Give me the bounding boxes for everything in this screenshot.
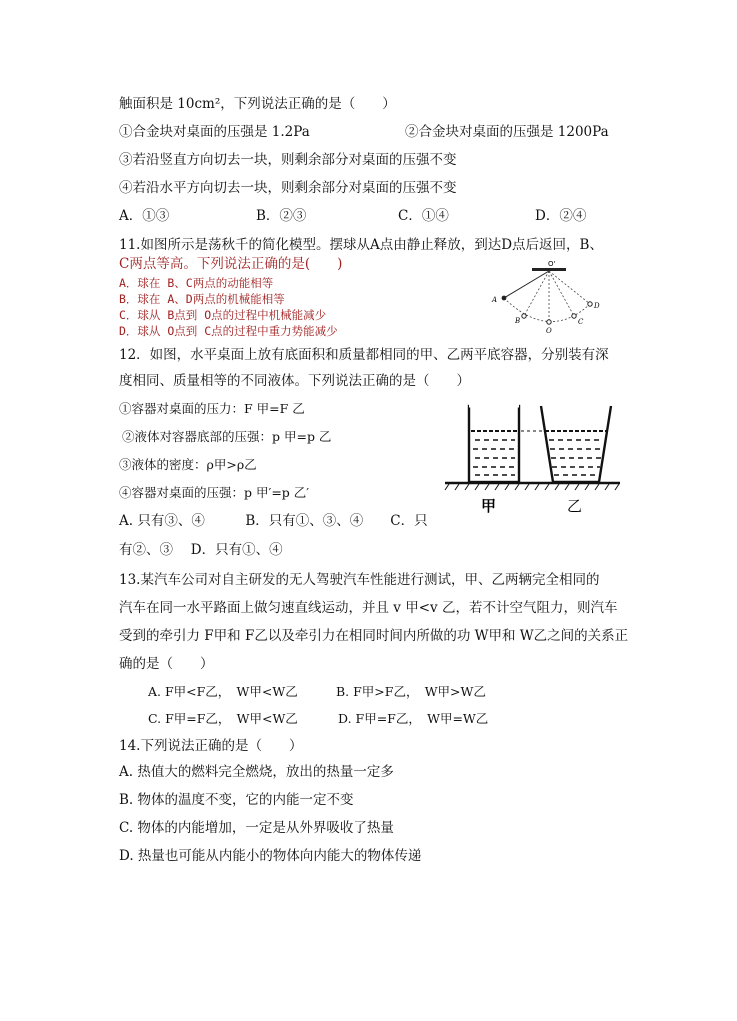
q14-stem: 14.下列说法正确的是（ ） xyxy=(119,738,303,754)
q13-option-d: D. F甲=F乙， W甲=W乙 xyxy=(338,711,489,726)
q13-stem-line-1: 13.某汽车公司对自主研发的无人驾驶汽车性能进行测试，甲、乙两辆完全相同的 xyxy=(119,572,600,588)
q12-options-line-2: 有②、③ D．只有①、④ xyxy=(119,542,283,558)
swing-diagram xyxy=(488,260,612,336)
point-b-label: B xyxy=(515,317,521,325)
q13-stem-line-4: 确的是（ ） xyxy=(119,656,214,672)
q13-option-c: C. F甲=F乙， W甲<W乙 xyxy=(148,711,298,726)
q12-statement-4: ④容器对桌面的压强：p 甲′=p 乙′ xyxy=(119,485,310,500)
q12-statement-3: ③液体的密度：ρ甲>ρ乙 xyxy=(119,457,257,472)
q14-option-c: C. 物体的内能增加，一定是从外界吸收了热量 xyxy=(119,820,394,836)
q12-stem-line-1: 12．如图，水平桌面上放有底面积和质量都相同的甲、乙两平底容器，分别装有深 xyxy=(119,347,609,363)
q11-option-b: B．球在 A、D两点的机械能相等 xyxy=(119,292,285,306)
point-a-label: A xyxy=(492,296,498,304)
q13-option-b: B. F甲>F乙， W甲>W乙 xyxy=(336,684,486,699)
q14-option-d: D. 热量也可能从内能小的物体向内能大的物体传递 xyxy=(119,848,422,864)
q12-statement-1: ①容器对桌面的压力：F 甲=F 乙 xyxy=(119,401,305,416)
q11-stem-line-2: C两点等高。下列说法正确的是( ) xyxy=(119,256,343,272)
q10-statement-1: ①合金块对桌面的压强是 1.2Pa xyxy=(119,124,310,140)
q12-statement-2: ②液体对容器底部的压强：p 甲=p 乙 xyxy=(122,429,332,444)
q10-option-b: B．②③ xyxy=(256,208,307,224)
q10-statement-3: ③若沿竖直方向切去一块，则剩余部分对桌面的压强不变 xyxy=(119,152,457,168)
q10-option-d: D．②④ xyxy=(535,208,587,224)
q12-options-line-1: A. 只有③、④ B．只有①、③、④ C．只 xyxy=(119,513,428,529)
pivot-label: O' xyxy=(548,260,556,268)
q10-statement-4: ④若沿水平方向切去一块，则剩余部分对桌面的压强不变 xyxy=(119,180,457,196)
q13-option-a: A. F甲<F乙， W甲<W乙 xyxy=(148,684,298,699)
q11-option-a: A．球在 B、C两点的动能相等 xyxy=(119,276,274,290)
q14-option-a: A. 热值大的燃料完全燃烧，放出的热量一定多 xyxy=(119,764,394,780)
q10-option-a: A．①③ xyxy=(119,208,170,224)
q12-stem-line-2: 度相同、质量相等的不同液体。下列说法正确的是（ ） xyxy=(119,373,470,389)
containers-diagram xyxy=(445,404,620,516)
q10-statement-2: ②合金块对桌面的压强是 1200Pa xyxy=(405,124,609,140)
container-yi-label: 乙 xyxy=(567,497,583,515)
q10-option-c: C．①④ xyxy=(398,208,449,224)
q10-intro: 触面积是 10cm²，下列说法正确的是（ ） xyxy=(119,96,396,112)
q11-option-c: C．球从 B点到 O点的过程中机械能减少 xyxy=(119,308,327,322)
q14-option-b: B. 物体的温度不变，它的内能一定不变 xyxy=(119,792,354,808)
point-o-label: O xyxy=(546,327,552,335)
container-jia-label: 甲 xyxy=(481,497,497,515)
q13-stem-line-2: 汽车在同一水平路面上做匀速直线运动，并且 v 甲<v 乙，若不计空气阻力，则汽车 xyxy=(119,600,618,616)
q11-option-d: D．球从 O点到 C点的过程中重力势能减少 xyxy=(119,324,338,338)
q13-stem-line-3: 受到的牵引力 F甲和 F乙以及牵引力在相同时间内所做的功 W甲和 W乙之间的关系正 xyxy=(119,628,629,644)
point-d-label: D xyxy=(594,302,600,310)
q11-stem-line-1: 11.如图所示是荡秋千的简化模型。摆球从A点由静止释放，到达D点后返回，B、 xyxy=(119,237,603,253)
point-c-label: C xyxy=(578,318,584,326)
